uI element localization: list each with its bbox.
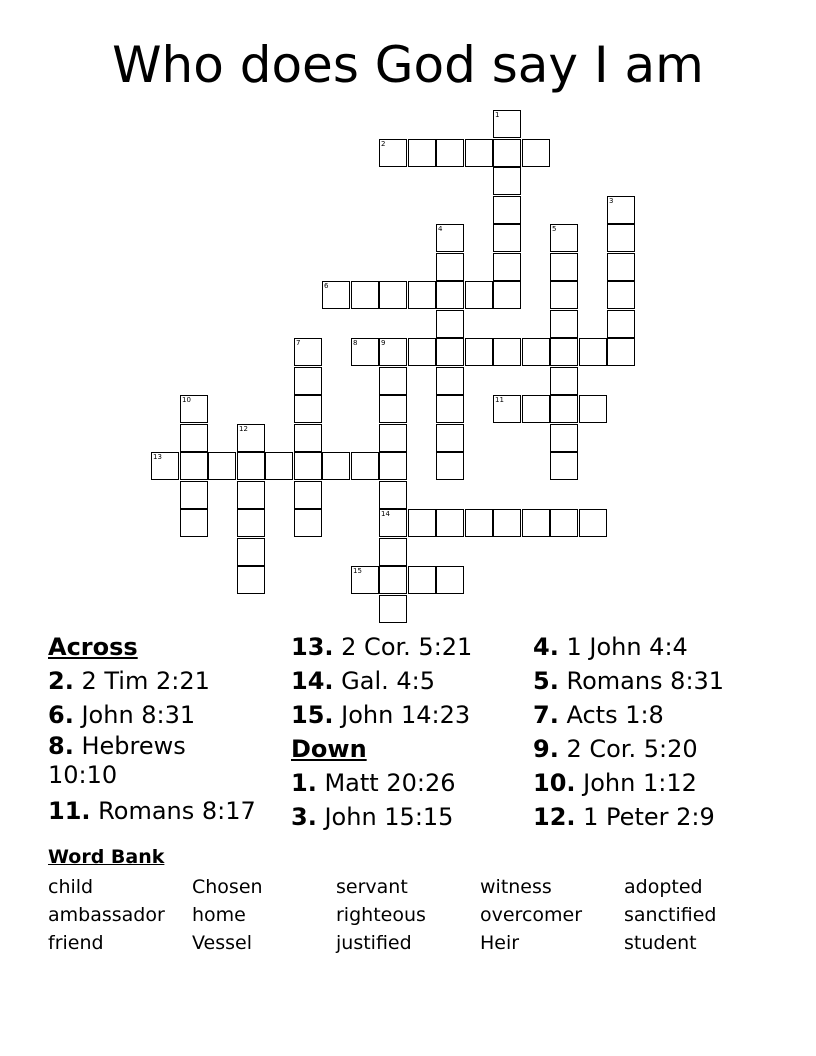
grid-cell[interactable] — [351, 566, 379, 594]
grid-cell[interactable] — [351, 338, 379, 366]
grid-cell[interactable] — [408, 281, 436, 309]
grid-cell[interactable] — [237, 452, 265, 480]
grid-cell[interactable] — [436, 509, 464, 537]
clue-number: 13 — [153, 453, 162, 461]
grid-cell[interactable] — [522, 509, 550, 537]
word-bank-item: righteous — [336, 904, 426, 926]
grid-cell[interactable] — [550, 424, 578, 452]
clue-number: 6 — [324, 282, 329, 290]
clue-down-4: 4. 1 John 4:4 — [533, 633, 688, 661]
clue-number: 7 — [296, 339, 301, 347]
word-bank-item: home — [192, 904, 246, 926]
word-bank-item: ambassador — [48, 904, 165, 926]
grid-cell[interactable] — [294, 395, 322, 423]
grid-cell[interactable] — [379, 424, 407, 452]
grid-cell[interactable] — [379, 595, 407, 623]
clue-number: 9 — [381, 339, 386, 347]
grid-cell[interactable] — [436, 253, 464, 281]
grid-cell[interactable] — [265, 452, 293, 480]
grid-cell[interactable] — [180, 395, 208, 423]
grid-cell[interactable] — [522, 139, 550, 167]
grid-cell[interactable] — [180, 481, 208, 509]
clue-number: 15 — [353, 567, 362, 575]
grid-cell[interactable] — [550, 281, 578, 309]
grid-cell[interactable] — [379, 281, 407, 309]
grid-cell[interactable] — [550, 338, 578, 366]
word-bank-item: justified — [336, 932, 412, 954]
word-bank-title: Word Bank — [48, 846, 165, 868]
grid-cell[interactable] — [493, 224, 521, 252]
clue-across-15: 15. John 14:23 — [291, 701, 471, 729]
grid-cell[interactable] — [607, 338, 635, 366]
grid-cell[interactable] — [436, 424, 464, 452]
grid-cell[interactable] — [550, 253, 578, 281]
clue-down-7: 7. Acts 1:8 — [533, 701, 664, 729]
clue-number: 2 — [381, 140, 386, 148]
word-bank-item: Chosen — [192, 876, 263, 898]
word-bank-item: student — [624, 932, 697, 954]
grid-cell[interactable] — [550, 224, 578, 252]
grid-cell[interactable] — [237, 538, 265, 566]
clue-across-14: 14. Gal. 4:5 — [291, 667, 436, 695]
grid-cell[interactable] — [493, 139, 521, 167]
grid-cell[interactable] — [579, 338, 607, 366]
grid-cell[interactable] — [294, 509, 322, 537]
clue-column-2 — [291, 630, 472, 834]
word-bank-item: friend — [48, 932, 104, 954]
grid-cell[interactable] — [436, 338, 464, 366]
grid-cell[interactable] — [379, 367, 407, 395]
grid-cell[interactable] — [351, 452, 379, 480]
grid-cell[interactable] — [379, 139, 407, 167]
grid-cell[interactable] — [379, 509, 407, 537]
grid-cell[interactable] — [294, 338, 322, 366]
grid-cell[interactable] — [294, 367, 322, 395]
word-bank-item: overcomer — [480, 904, 583, 926]
grid-cell[interactable] — [436, 395, 464, 423]
grid-cell[interactable] — [465, 338, 493, 366]
grid-cell[interactable] — [579, 509, 607, 537]
grid-cell[interactable] — [351, 281, 379, 309]
grid-cell[interactable] — [379, 452, 407, 480]
clue-number: 5 — [552, 225, 557, 233]
clue-down-9: 9. 2 Cor. 5:20 — [533, 735, 698, 763]
across-heading: Across — [48, 633, 138, 661]
grid-cell[interactable] — [493, 338, 521, 366]
grid-cell[interactable] — [379, 481, 407, 509]
grid-cell[interactable] — [322, 281, 350, 309]
grid-cell[interactable] — [550, 452, 578, 480]
clue-down-12: 12. 1 Peter 2:9 — [533, 803, 715, 831]
grid-cell[interactable] — [436, 310, 464, 338]
clue-across-6: 6. John 8:31 — [48, 701, 196, 729]
grid-cell[interactable] — [550, 367, 578, 395]
grid-cell[interactable] — [237, 424, 265, 452]
grid-cell[interactable] — [493, 196, 521, 224]
word-bank-item: witness — [480, 876, 552, 898]
clue-across-8: 8. Hebrews 10:10 — [48, 732, 186, 789]
grid-cell[interactable] — [607, 196, 635, 224]
page-title: Who does God say I am — [112, 36, 704, 94]
grid-cell[interactable] — [493, 281, 521, 309]
grid-cell[interactable] — [408, 509, 436, 537]
word-bank-item: Vessel — [192, 932, 252, 954]
clue-down-10: 10. John 1:12 — [533, 769, 697, 797]
grid-cell[interactable] — [607, 253, 635, 281]
clue-across-13: 13. 2 Cor. 5:21 — [291, 633, 473, 661]
grid-cell[interactable] — [237, 481, 265, 509]
grid-cell[interactable] — [294, 481, 322, 509]
word-bank-item: adopted — [624, 876, 703, 898]
grid-cell[interactable] — [208, 452, 236, 480]
clue-number: 12 — [239, 425, 248, 433]
clue-number: 14 — [381, 510, 390, 518]
word-bank-item: sanctified — [624, 904, 717, 926]
grid-cell[interactable] — [151, 452, 179, 480]
down-heading: Down — [291, 735, 367, 763]
grid-cell[interactable] — [436, 367, 464, 395]
clue-down-3: 3. John 15:15 — [291, 803, 454, 831]
grid-cell[interactable] — [522, 395, 550, 423]
word-bank-item: child — [48, 876, 94, 898]
grid-cell[interactable] — [493, 509, 521, 537]
grid-cell[interactable] — [436, 224, 464, 252]
grid-cell[interactable] — [180, 424, 208, 452]
clue-column-3 — [533, 630, 724, 834]
grid-cell[interactable] — [465, 281, 493, 309]
grid-cell[interactable] — [294, 452, 322, 480]
clue-number: 11 — [495, 396, 504, 404]
grid-cell[interactable] — [579, 395, 607, 423]
grid-cell[interactable] — [607, 281, 635, 309]
grid-cell[interactable] — [180, 509, 208, 537]
grid-cell[interactable] — [550, 310, 578, 338]
grid-cell[interactable] — [522, 338, 550, 366]
grid-cell[interactable] — [550, 395, 578, 423]
grid-cell[interactable] — [322, 452, 350, 480]
grid-cell[interactable] — [607, 224, 635, 252]
grid-cell[interactable] — [493, 395, 521, 423]
grid-cell[interactable] — [493, 110, 521, 138]
clue-down-5: 5. Romans 8:31 — [533, 667, 725, 695]
grid-cell[interactable] — [237, 509, 265, 537]
grid-cell[interactable] — [180, 452, 208, 480]
grid-cell[interactable] — [465, 139, 493, 167]
grid-cell[interactable] — [493, 253, 521, 281]
word-bank-item: servant — [336, 876, 408, 898]
grid-cell[interactable] — [237, 566, 265, 594]
grid-cell[interactable] — [379, 395, 407, 423]
grid-cell[interactable] — [408, 566, 436, 594]
clue-number: 4 — [438, 225, 443, 233]
grid-cell[interactable] — [408, 338, 436, 366]
grid-cell[interactable] — [550, 509, 578, 537]
clue-column-1 — [48, 630, 256, 828]
clue-number: 1 — [495, 111, 500, 119]
grid-cell[interactable] — [294, 424, 322, 452]
grid-cell[interactable] — [408, 139, 436, 167]
grid-cell[interactable] — [379, 338, 407, 366]
clue-number: 8 — [353, 339, 358, 347]
grid-cell[interactable] — [436, 452, 464, 480]
grid-cell[interactable] — [436, 139, 464, 167]
grid-cell[interactable] — [436, 281, 464, 309]
grid-cell[interactable] — [379, 566, 407, 594]
grid-cell[interactable] — [465, 509, 493, 537]
grid-cell[interactable] — [607, 310, 635, 338]
clue-down-1: 1. Matt 20:26 — [291, 769, 456, 797]
word-bank-item: Heir — [480, 932, 520, 954]
grid-cell[interactable] — [493, 167, 521, 195]
clue-across-11: 11. Romans 8:17 — [48, 797, 256, 825]
clue-number: 3 — [609, 197, 614, 205]
clue-number: 10 — [182, 396, 191, 404]
grid-cell[interactable] — [379, 538, 407, 566]
grid-cell[interactable] — [436, 566, 464, 594]
clue-across-2: 2. 2 Tim 2:21 — [48, 667, 210, 695]
